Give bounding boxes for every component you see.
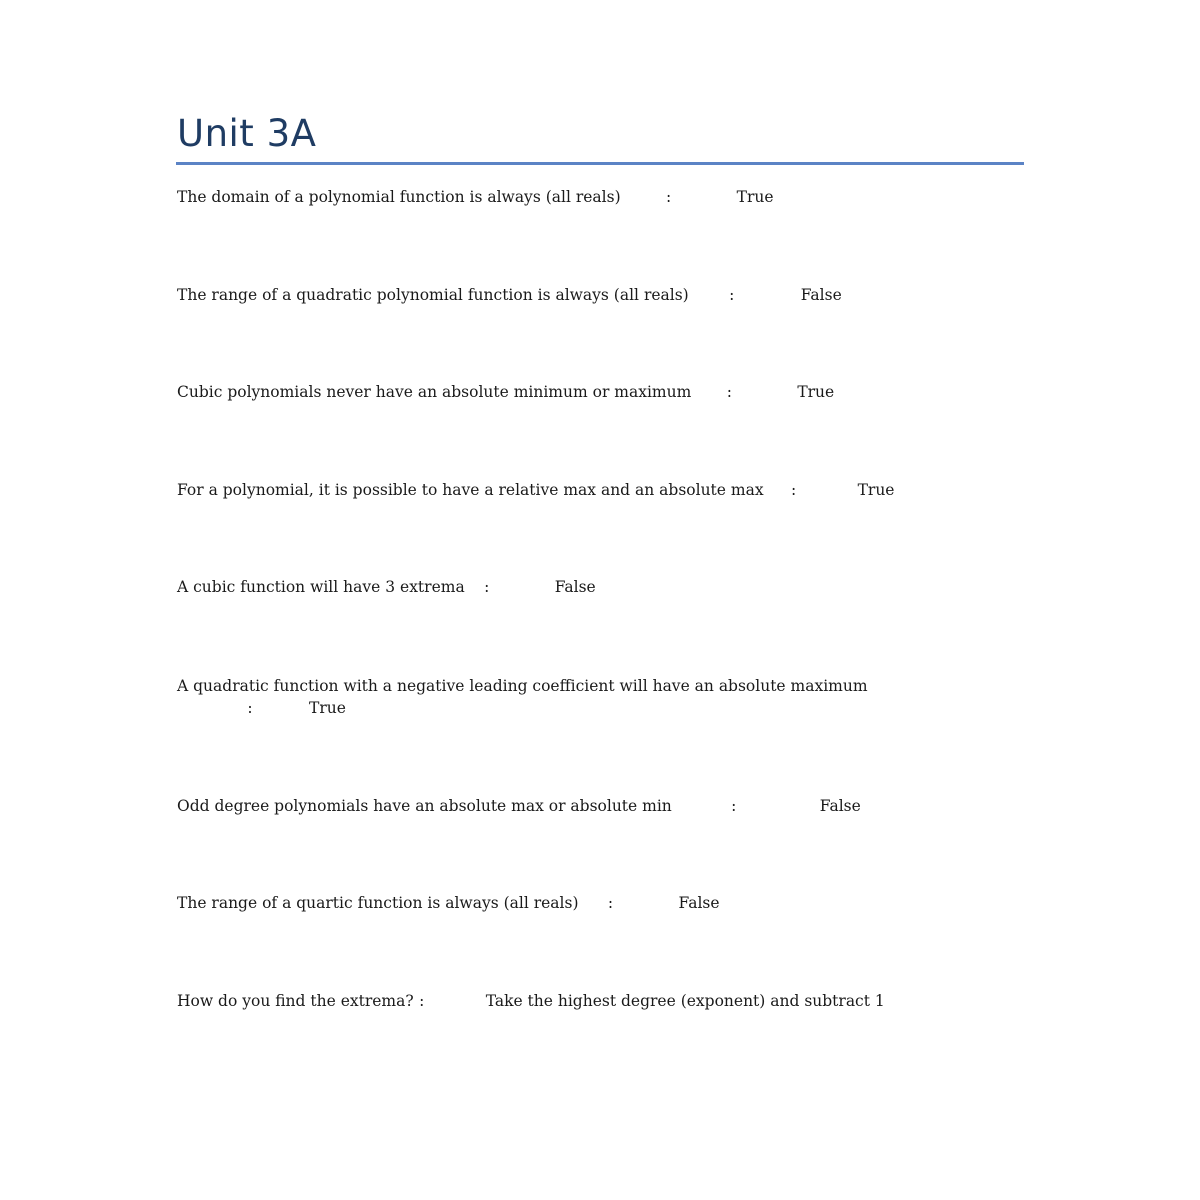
- separator-colon: :: [790, 481, 797, 499]
- question-text: For a polynomial, it is possible to have a relative max and an absolute max: [177, 481, 764, 499]
- qa-item-1: [177, 186, 1027, 208]
- question-text: How do you find the extrema?: [177, 992, 414, 1010]
- separator-colon: :: [419, 992, 425, 1010]
- qa-item-9: [177, 990, 1027, 1012]
- qa-item-5: [177, 576, 1027, 598]
- qa-item-7: [177, 795, 1027, 817]
- separator-colon: :: [484, 578, 490, 596]
- answer-text: True: [797, 383, 835, 401]
- question-text: The range of a quadratic polynomial function is always (all reals): [177, 286, 689, 304]
- separator-colon: :: [729, 286, 735, 304]
- separator-colon: :: [607, 894, 614, 912]
- answer-text: False: [554, 578, 596, 596]
- separator-colon: :: [666, 188, 672, 206]
- qa-item-6: [177, 675, 1027, 719]
- answer-text: True: [309, 699, 346, 717]
- separator-colon: :: [731, 797, 737, 815]
- question-text: Cubic polynomials never have an absolute minimum or maximum: [177, 383, 692, 401]
- separator-colon: :: [726, 383, 732, 401]
- question-text: Odd degree polynomials have an absolute max or absolute min: [177, 797, 672, 815]
- separator-colon: :: [247, 699, 253, 717]
- answer-text: True: [736, 188, 774, 206]
- qa-item-8: [177, 892, 1027, 914]
- question-text: The domain of a polynomial function is always (all reals): [177, 188, 621, 206]
- question-text: The range of a quartic function is always (all reals): [177, 894, 579, 912]
- answer-text: False: [800, 286, 842, 304]
- page-title: Unit 3A: [177, 112, 317, 155]
- qa-item-4: [177, 479, 1027, 501]
- answer-text: False: [819, 797, 861, 815]
- answer-text: True: [857, 481, 895, 499]
- question-text: A cubic function will have 3 extrema: [177, 578, 465, 596]
- question-text: A quadratic function with a negative leading coefficient will have an absolute maximum: [177, 677, 868, 695]
- qa-item-2: [177, 284, 1027, 306]
- title-underline: [176, 162, 1024, 165]
- answer-text: Take the highest degree (exponent) and subtract 1: [485, 992, 885, 1010]
- answer-text: False: [678, 894, 720, 912]
- qa-item-3: [177, 381, 1027, 403]
